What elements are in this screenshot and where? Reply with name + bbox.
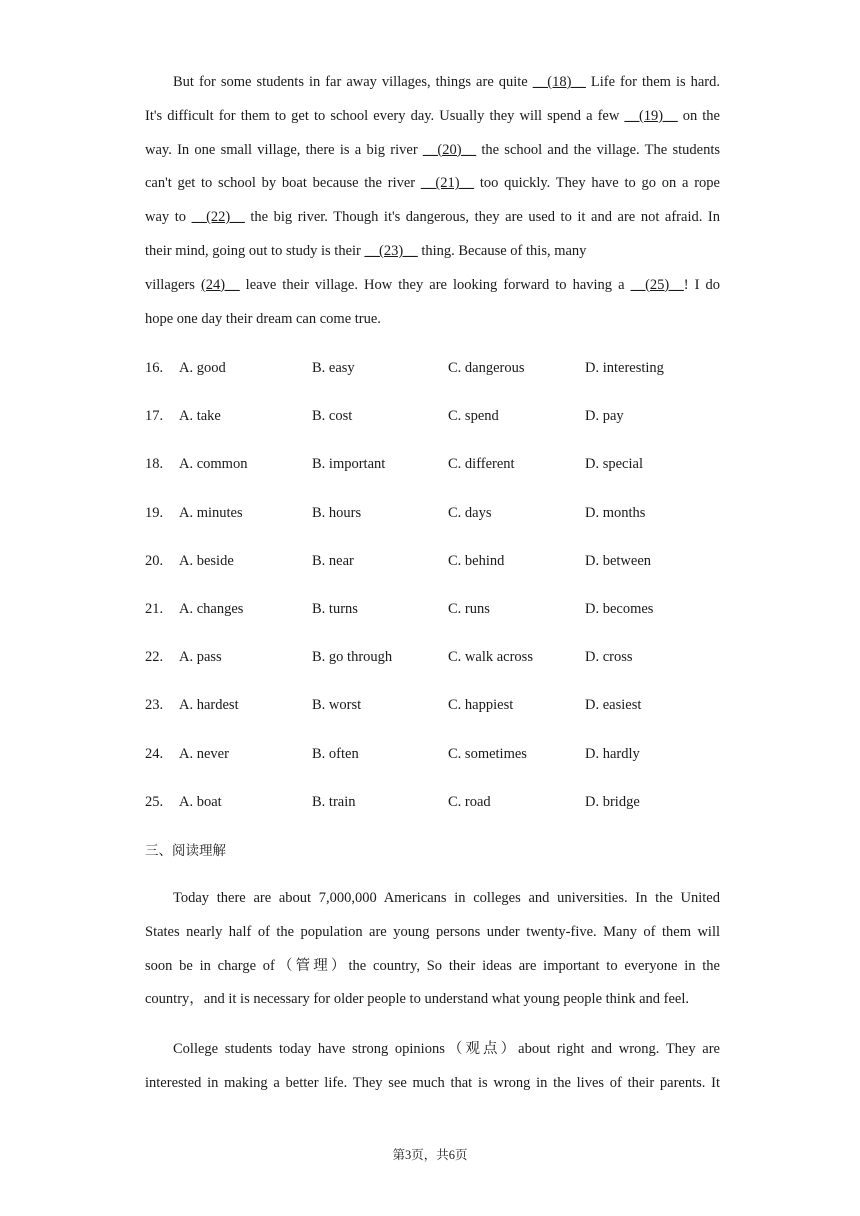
option-b: B. near	[312, 552, 354, 569]
question-row	[145, 647, 725, 667]
option-b: B. often	[312, 745, 359, 762]
reading-paragraph-1	[145, 882, 720, 1017]
question-number: 24.	[145, 745, 164, 762]
option-a: A. pass	[179, 649, 222, 666]
reading-line: Today there are about 7,000,000 Americans in colleges and universities. In the United	[173, 890, 720, 906]
question-number: 20.	[145, 552, 164, 569]
cloze-line	[145, 201, 720, 235]
option-c: C. different	[448, 456, 515, 473]
page-footer: 第3页，共6页	[392, 1148, 468, 1162]
option-d: D. special	[585, 456, 643, 473]
cloze-line	[145, 100, 720, 134]
section-title: 三、阅读理解	[145, 843, 226, 859]
option-a: A. never	[179, 745, 229, 762]
option-b: B. turns	[312, 601, 358, 617]
question-number: 25.	[145, 793, 164, 810]
question-row	[145, 454, 725, 474]
option-c: C. sometimes	[448, 745, 527, 762]
cloze-text: way. In one small village, there is a big river	[145, 141, 423, 158]
option-b: B. worst	[312, 697, 362, 714]
option-d: D. easiest	[585, 697, 642, 714]
option-c: C. road	[448, 793, 491, 810]
question-number: 23.	[145, 697, 164, 714]
cloze-text: thing. Because of this, many	[417, 242, 587, 259]
option-d: D. months	[585, 504, 646, 521]
question-row	[145, 744, 725, 764]
question-number: 21.	[145, 601, 164, 617]
option-a: A. common	[179, 456, 248, 473]
option-b: B. easy	[312, 360, 355, 376]
option-a: A. hardest	[179, 697, 239, 714]
question-row	[145, 551, 725, 571]
cloze-text: villagers	[145, 276, 201, 293]
option-a: A. minutes	[179, 504, 243, 521]
cloze-blank: (24)__	[200, 276, 240, 293]
cloze-text: the school and the village. The students	[476, 141, 720, 158]
cloze-text: way to	[145, 209, 192, 226]
question-row	[145, 792, 725, 812]
question-row	[145, 358, 725, 378]
option-d: D. bridge	[585, 793, 640, 810]
option-b: B. hours	[312, 504, 362, 521]
option-a: A. beside	[179, 552, 234, 569]
cloze-text: Life for them is hard.	[585, 74, 720, 90]
question-number: 17.	[145, 408, 164, 425]
option-a: A. boat	[179, 793, 222, 810]
cloze-line	[145, 269, 720, 303]
reading-line: soon be in charge of（管理）the country, So their ideas are important to everyone in the	[145, 957, 720, 974]
option-d: D. hardly	[585, 745, 640, 762]
question-number: 18.	[145, 456, 164, 473]
cloze-text: too quickly. They have to go on a rope	[474, 175, 720, 192]
reading-line: interested in making a better life. They see much that is wrong in the lives of their parents. It	[145, 1074, 720, 1091]
cloze-text: hope one day their dream can come true.	[145, 310, 381, 327]
option-b: B. cost	[312, 408, 353, 425]
cloze-text: ! I do	[683, 276, 720, 293]
cloze-blank: __(25)__	[630, 276, 684, 293]
option-a: A. good	[179, 360, 226, 376]
option-a: A. take	[179, 408, 221, 425]
option-c: C. walk across	[448, 649, 533, 666]
cloze-text: But for some students in far away villages, things are quite	[173, 74, 533, 90]
cloze-line	[145, 66, 720, 100]
cloze-line	[145, 134, 720, 168]
cloze-text: on the	[677, 107, 720, 124]
question-row	[145, 599, 725, 619]
question-number: 19.	[145, 504, 164, 521]
option-b: B. important	[312, 456, 386, 473]
option-b: B. train	[312, 793, 356, 810]
option-d: D. interesting	[585, 360, 664, 376]
cloze-text: the big river. Though it's dangerous, they are used to it and are not afraid. In	[244, 209, 721, 226]
option-d: D. between	[585, 552, 652, 569]
option-c: C. happiest	[448, 697, 514, 714]
cloze-blank: __(21)__	[420, 175, 475, 192]
reading-line: States nearly half of the population are young persons under twenty-five. Many of them will	[145, 923, 720, 940]
cloze-text: It's difficult for them to get to school every day. Usually they will spend a few	[145, 107, 625, 124]
option-b: B. go through	[312, 649, 393, 666]
option-d: D. pay	[585, 408, 624, 425]
cloze-blank: __(23)__	[364, 242, 418, 259]
question-number: 16.	[145, 360, 164, 376]
cloze-text: leave their village. How they are looking forward to having a	[239, 276, 631, 293]
cloze-line	[145, 303, 720, 337]
option-c: C. dangerous	[448, 360, 525, 376]
option-a: A. changes	[179, 601, 244, 617]
cloze-text: their mind, going out to study is their	[145, 242, 365, 259]
option-c: C. spend	[448, 408, 499, 425]
cloze-text: can't get to school by boat because the river	[145, 175, 421, 192]
cloze-blank: __(22)__	[191, 209, 245, 226]
cloze-passage	[145, 66, 720, 336]
cloze-line	[145, 167, 720, 201]
reading-paragraph-2	[145, 1033, 720, 1101]
option-c: C. days	[448, 504, 492, 521]
option-d: D. becomes	[585, 601, 654, 617]
option-c: C. behind	[448, 552, 505, 569]
question-number: 22.	[145, 649, 164, 666]
cloze-blank: __(19)__	[624, 107, 678, 124]
option-d: D. cross	[585, 649, 633, 666]
question-row	[145, 695, 725, 715]
question-row	[145, 406, 725, 426]
cloze-line	[145, 235, 720, 269]
reading-line: College students today have strong opinions（观点）about right and wrong. They are	[173, 1041, 720, 1057]
option-c: C. runs	[448, 601, 490, 617]
reading-line: country，and it is necessary for older people to understand what young people think and feel.	[145, 991, 689, 1008]
cloze-blank: __(18)__	[532, 74, 586, 90]
cloze-blank: __(20)__	[422, 141, 477, 158]
question-row	[145, 503, 725, 523]
